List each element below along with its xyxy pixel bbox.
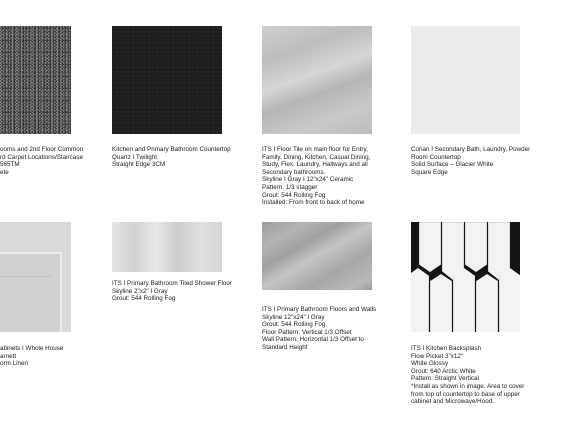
caption-line: Room Countertop [411, 153, 461, 161]
caption-line: White Glossy [411, 360, 449, 368]
caption-line: orm Linen [0, 360, 29, 368]
caption-line: Grout: 544 Rolling Fog [112, 295, 176, 303]
caption-line: Standard Height [262, 343, 308, 351]
caption-line: ITS I Primary Bathroom Tiled Shower Floor [112, 280, 233, 287]
bathroom-floor-tile-swatch [262, 222, 372, 290]
caption-line: ITS I Primary Bathroom Floors and Walls [262, 306, 377, 313]
caption-line: cabinet and Microwave/Hood. [411, 398, 494, 406]
picket-tile [411, 268, 429, 332]
shower-floor-tile-swatch [112, 222, 222, 272]
picket-tile [419, 222, 441, 272]
floor-tile-swatch [262, 26, 372, 134]
caption-line: ete [0, 168, 9, 176]
caption-line: Pattern: 1/3 stagger [262, 183, 318, 191]
caption-line: *Install as shown in image. Area to cover [411, 382, 525, 390]
caption-line: 565TM [0, 161, 20, 169]
caption-line: ITS I Kitchen Backsplash [411, 345, 481, 352]
caption-line: Square Edge [411, 168, 448, 176]
carpet-caption [0, 146, 83, 176]
backsplash-caption [411, 345, 524, 406]
caption-line: Installed: From front to back of home [262, 199, 365, 207]
picket-tile [476, 274, 498, 332]
caption-line: from top of countertop to base of upper [411, 390, 520, 398]
caption-line: Family, Dining, Kitchen, Casual Dining, [262, 153, 371, 161]
cabinet-caption [0, 345, 63, 368]
carpet-swatch [0, 26, 71, 134]
cabinet-swatch [0, 222, 71, 332]
caption-line: Straight Edge 3CM [112, 161, 166, 169]
shower-floor-caption [112, 280, 232, 303]
caption-line: Wall Pattern: Horizontal 1/3 Offset to [262, 336, 364, 344]
caption-line: Skyline I Gray I 12"x24" Ceramic [262, 176, 354, 184]
corian-caption [411, 146, 530, 176]
caption-line: Flow Picket 3"x12" [411, 352, 464, 360]
caption-line: Corian I Secondary Bath, Laundry, Powder [411, 146, 531, 153]
caption-line: arnett [0, 352, 17, 360]
picket-tile [430, 274, 452, 332]
caption-line: Skyline 12"x24" I Gray [262, 313, 325, 321]
backsplash-swatch [411, 222, 520, 332]
caption-line: Skyline 2"x2" I Gray [112, 287, 168, 295]
caption-line: Grout: 544 Rolling Fog [262, 191, 326, 199]
picket-tile [453, 268, 475, 332]
caption-line: Floor Pattern: Vertical 1/3 Offset [262, 328, 352, 336]
caption-line: Quartz I Twilight [112, 153, 158, 161]
caption-line: ooms and 2nd Floor Common [0, 146, 84, 153]
caption-line: abinets I Whole House [0, 345, 64, 352]
picket-tile [465, 222, 487, 272]
caption-line: rd Carpet Locations/Staircase [0, 153, 83, 161]
caption-line: Grout: 544 Rolling Fog [262, 321, 326, 329]
floor-tile-caption [262, 146, 370, 207]
picket-tile [499, 268, 520, 332]
bathroom-floor-caption [262, 306, 376, 352]
caption-line: Kitchen and Primary Bathroom Countertop [112, 146, 231, 153]
caption-line: ITS I Floor Tile on main floor for Entry, [262, 146, 368, 153]
caption-line: Secondary bathrooms. [262, 168, 326, 176]
quartz-caption [112, 146, 231, 169]
corian-countertop-swatch [411, 26, 520, 134]
caption-line: Grout: 640 Arctic White [411, 367, 476, 375]
cabinet-door [0, 252, 62, 332]
quartz-countertop-swatch [112, 26, 222, 134]
caption-line: Study, Flex, Laundry, Hallways and all [262, 161, 368, 169]
caption-line: Solid Surface – Glacier White [411, 161, 494, 169]
caption-line: Pattern: Straight Vertical [411, 375, 479, 383]
